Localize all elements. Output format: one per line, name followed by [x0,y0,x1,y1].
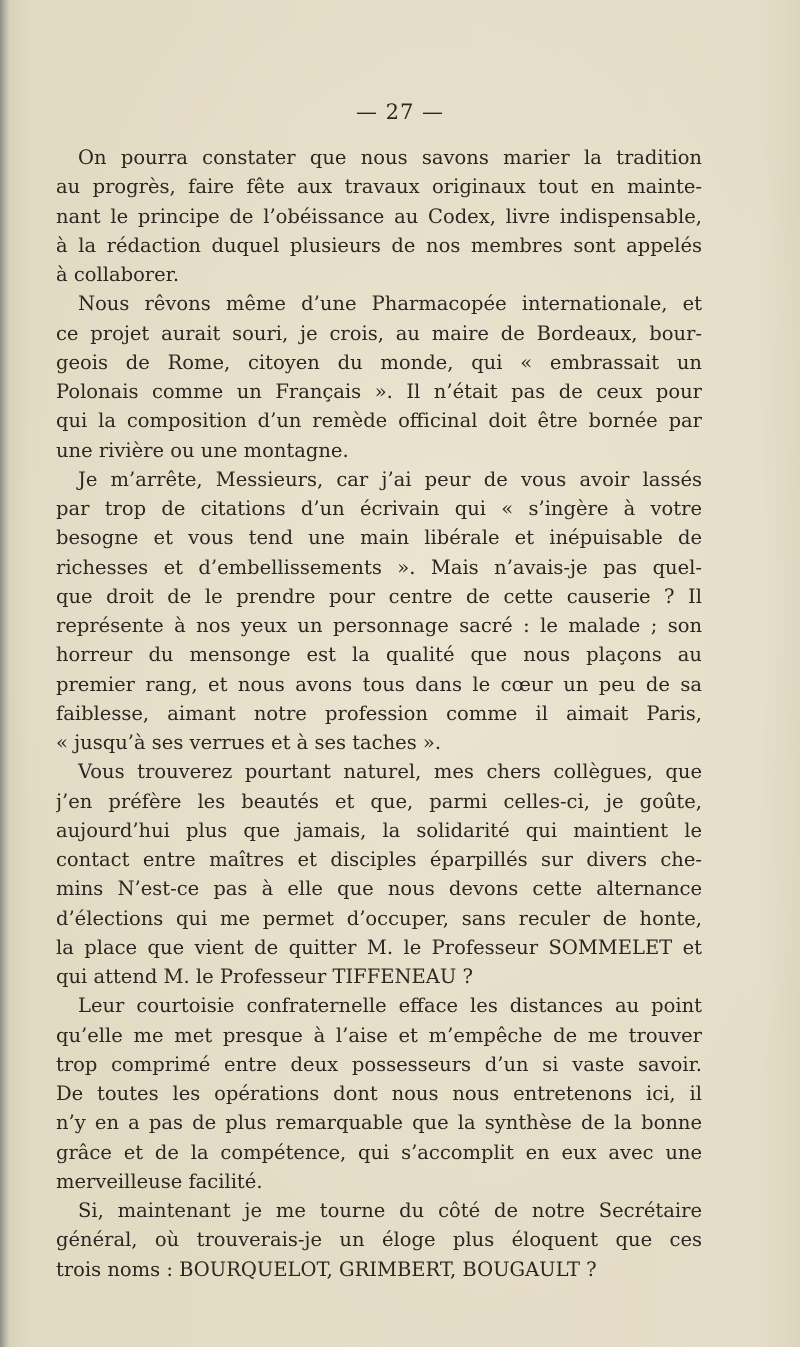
text-line: représente à nos yeux un personnage sacré : le malade ; son [56,614,702,637]
text-line: besogne et vous tend une main libérale et inépuisable de [56,526,702,550]
text-line: « jusqu’à ses verrues et à ses taches ». [56,731,442,754]
text-line: qui la composition d’un remède officinal doit être bornée par [56,409,702,433]
text-line: d’élections qui me permet d’occuper, sans reculer de honte, [56,906,702,930]
text-line: Si, maintenant je me tourne du côté de notre Secrétaire [78,1199,702,1222]
text-line: grâce et de la compétence, qui s’accomplit en eux avec une [56,1140,702,1164]
text-line: geois de Rome, citoyen du monde, qui « embrassait un [56,350,702,374]
text-line: la place que vient de quitter M. le Professeur SOMMELET et [56,935,702,959]
text-line: n’y en a pas de plus remarquable que la synthèse de la bonne [56,1111,702,1135]
text-line: Je m’arrête, Messieurs, car j’ai peur de vous avoir lassés [78,467,702,491]
text-line: par trop de citations d’un écrivain qui « s’ingère à votre [56,497,702,520]
text-line: nant le principe de l’obéissance au Codex, livre indispensable, [56,204,702,228]
text-line: qui attend M. le Professeur TIFFENEAU ? [56,965,473,988]
text-line: trois noms : BOURQUELOT, GRIMBERT, BOUGAULT ? [56,1257,597,1281]
text-line: richesses et d’embellissements ». Mais n’avais-je pas quel- [56,555,702,579]
text-line: Vous trouverez pourtant naturel, mes chers collègues, que [78,760,702,784]
text-line: De toutes les opérations dont nous nous entretenons ici, il [56,1082,702,1105]
text-line: faiblesse, aimant notre profession comme il aimait Paris, [56,701,702,725]
text-line: que droit de le prendre pour centre de cette causerie ? Il [56,584,702,608]
text-line: Polonais comme un Français ». Il n’était pas de ceux pour [56,380,702,403]
text-line: Leur courtoisie confraternelle efface les distances au point [78,994,702,1018]
text-line: à la rédaction duquel plusieurs de nos membres sont appelés [56,233,702,257]
text-line: à collaborer. [56,263,180,286]
page-binding-edge [0,0,9,1347]
text-line: On pourra constater que nous savons marier la tradition [78,146,702,169]
text-line: une rivière ou une montagne. [56,438,349,462]
text-line: j’en préfère les beautés et que, parmi celles-ci, je goûte, [56,789,702,813]
text-line: merveilleuse facilité. [56,1169,263,1193]
text-line: général, où trouverais-je un éloge plus éloquent que ces [56,1228,702,1252]
text-line: contact entre maîtres et disciples éparpillés sur divers che- [56,848,702,871]
text-line: ce projet aurait souri, je crois, au maire de Bordeaux, bour- [56,321,702,345]
text-line: qu’elle me met presque à l’aise et m’empêche de me trouver [56,1023,702,1047]
text-line: premier rang, et nous avons tous dans le cœur un peu de sa [56,672,702,696]
text-line: au progrès, faire fête aux travaux originaux tout en mainte- [56,175,702,199]
body-text [56,143,702,1284]
text-line: trop comprimé entre deux possesseurs d’un si vaste savoir. [56,1052,702,1076]
text-line: aujourd’hui plus que jamais, la solidarité qui maintient le [56,818,702,842]
text-line: horreur du mensonge est la qualité que nous plaçons au [56,643,702,667]
text-line: Nous rêvons même d’une Pharmacopée internationale, et [78,292,702,316]
text-line: mins N’est-ce pas à elle que nous devons cette alternance [56,877,702,901]
page-number: — 27 — [355,100,445,124]
